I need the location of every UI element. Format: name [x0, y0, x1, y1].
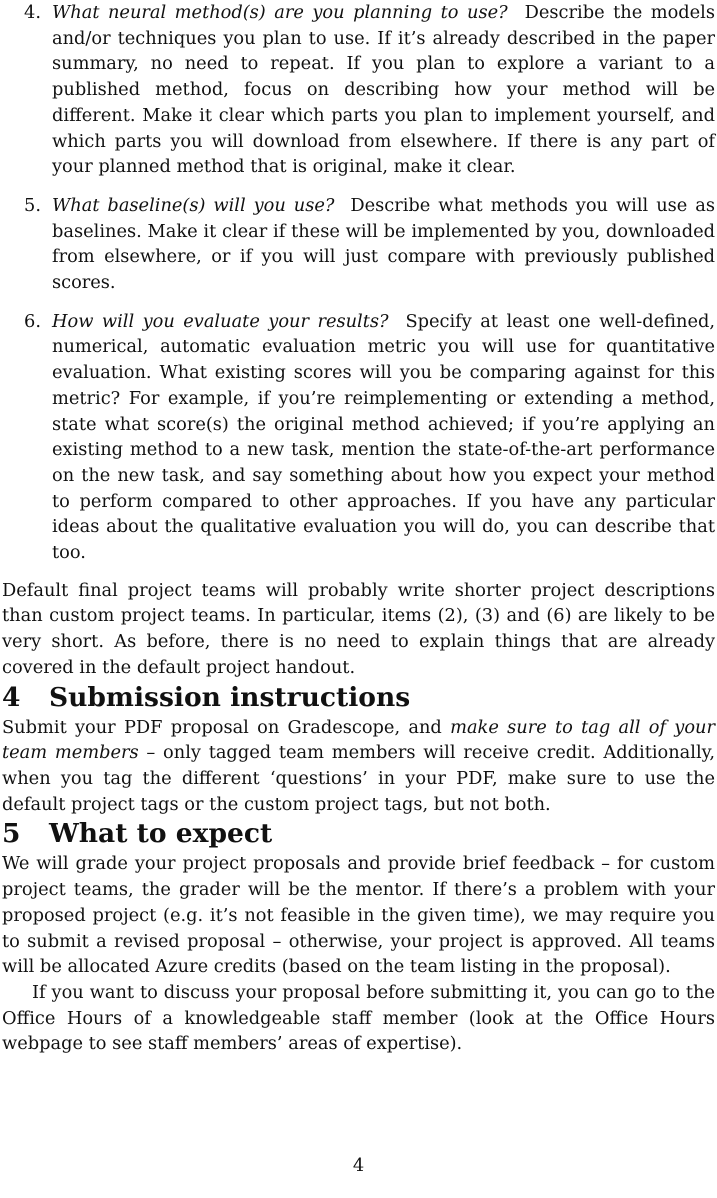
expect-paragraph-1: We will grade your project proposals and provide brief feedback – for custom project teams, the grader will be the mentor. If there’s a problem with your proposed project (e.g. it’s not feasible in the given time), we may require you to submit a revised proposal – otherwise, your project is approved. All teams will be allocated Azure credits (based on the team listing in the proposal). — [2, 853, 715, 978]
section-title: What to expect — [49, 818, 273, 850]
section-title: Submission instructions — [49, 681, 411, 713]
list-item — [2, 0, 715, 180]
submission-emphasis: make sure to tag all of your team members — [2, 716, 716, 764]
question-list — [2, 0, 715, 566]
list-item-body — [52, 0, 715, 180]
list-item-number: 6. — [24, 310, 41, 332]
list-item-number: 5. — [24, 194, 41, 216]
default-project-note: Default final project teams will probably write shorter project descriptions than custom project teams. In particular, items (2), (3) and (6) are likely to be very short. As before, there is no need to explain things that are already covered in the default project handout. — [2, 579, 715, 678]
expect-paragraph-2: If you want to discuss your proposal before submitting it, you can go to the Office Hours of a knowledgeable staff member (look at the Office Hours webpage to see staff members’ areas of expertise). — [2, 981, 715, 1055]
submission-text-start: Submit your PDF proposal on Gradescope, and — [2, 716, 451, 738]
list-item-text: Specify at least one well-defined, numerical, automatic evaluation metric you will use for quantitative evaluation. What existing scores will you be comparing against for this metric? For example, if you’re reimplementing or extending a method, state what score(s) the original method achieved; if you’re applying an existing method to a new task, mention the state-of-the-art performance on the new task, and say something about how you expect your method to perform compared to other approaches. If you have any particular ideas about the qualitative evaluation you will do, you can describe that too. — [52, 310, 715, 564]
submission-text-end: – only tagged team members will receive credit. Additionally, when you tag the different ‘questions’ in your PDF, make sure to use the default project tags or the custom project tags, but not both. — [2, 742, 715, 815]
list-item — [2, 193, 715, 296]
section-number: 5 — [2, 818, 21, 850]
list-item-question: What baseline(s) will you use? — [52, 194, 335, 216]
list-item-text: Describe what methods you will use as baselines. Make it clear if these will be implemented by you, downloaded from elsewhere, or if you will just compare with previously published scores. — [52, 194, 715, 294]
section-heading-submission — [2, 681, 715, 715]
section-heading-expect — [2, 817, 715, 851]
list-item-number: 4. — [24, 2, 41, 23]
page-number: 4 — [352, 1155, 365, 1176]
section-number: 4 — [2, 681, 21, 713]
list-item-body — [52, 193, 715, 296]
list-item-question: What neural method(s) are you planning to use? — [52, 2, 508, 23]
list-item-body — [52, 309, 715, 566]
list-item — [2, 309, 715, 566]
list-item-question: How will you evaluate your results? — [52, 310, 389, 332]
submission-paragraph — [2, 715, 715, 818]
list-item-text: Describe the models and/or techniques you plan to use. If it’s already described in the paper summary, no need to repeat. If you plan to explore a variant to a published method, focus on describing how your method will be different. Make it clear which parts you plan to implement yourself, and which parts you will download from elsewhere. If there is any part of your planned method that is original, make it clear. — [52, 2, 715, 178]
